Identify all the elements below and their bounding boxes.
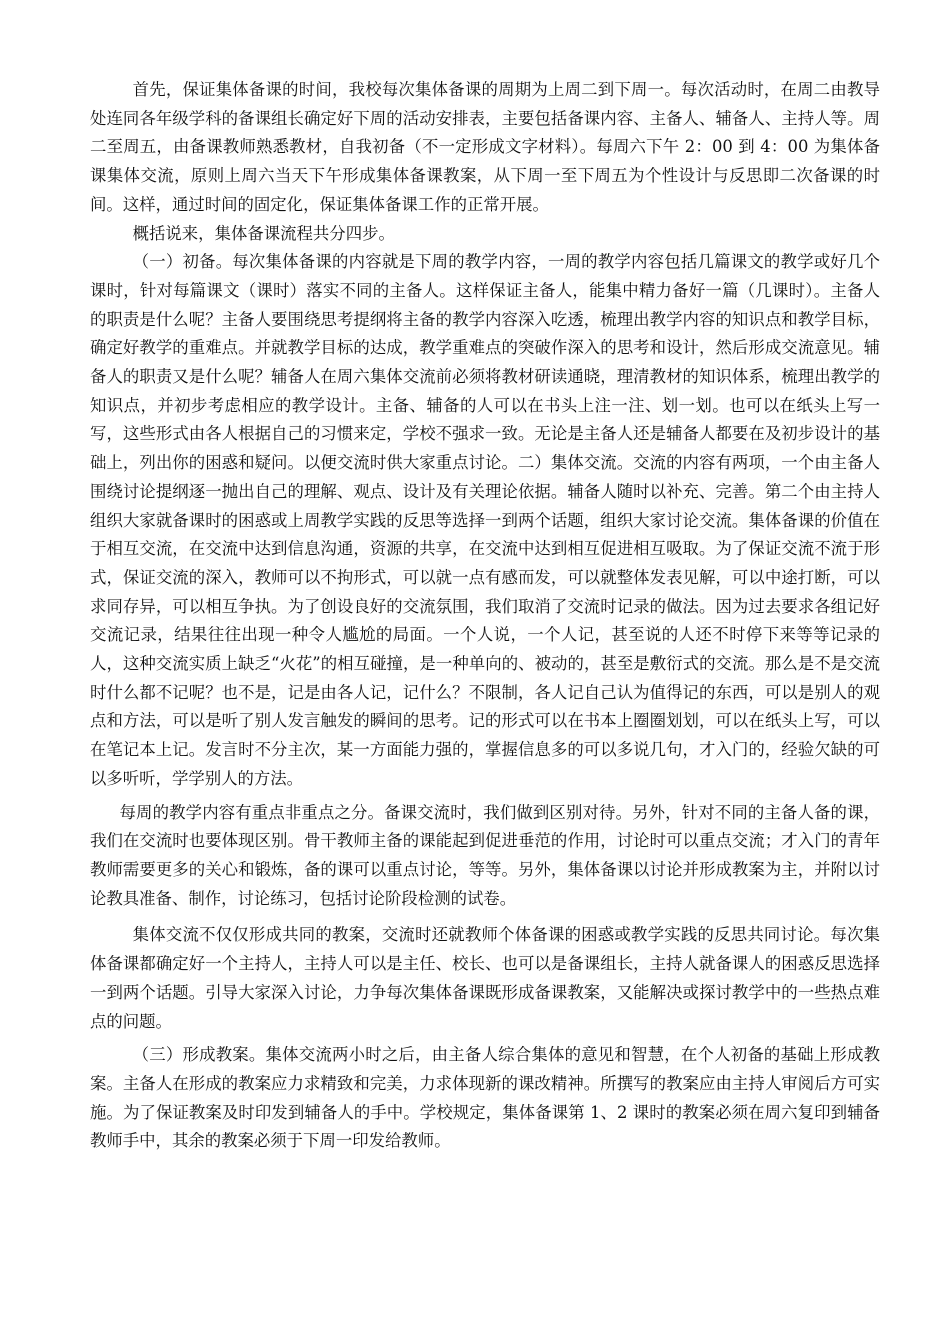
paragraph-process-summary: 概括说来，集体备课流程共分四步。 [132, 223, 395, 243]
document-page [90, 76, 880, 1156]
paragraph-collective-exchange: 集体交流不仅仅形成共同的教案，交流时还就教师个体备课的困惑或教学实践的反思共同讨论。每次集体备课都确定好一个主持人，主持人可以是主任、校长、也可以是备课组长，主持人就备课人的困惑反思选择一到两个话题。引导大家深入讨论，力争每次集体备课既形成备课教案，又能解决或探讨教学中的一些热点难点的问题。 [90, 925, 880, 1031]
paragraph-key-content: 每周的教学内容有重点非重点之分。备课交流时，我们做到区别对待。另外，针对不同的主备人备的课，我们在交流时也要体现区别。骨干教师主备的课能起到促进垂范的作用，讨论时可以重点交流；才入门的青年教师需要更多的关心和锻炼，备的课可以重点讨论，等等。另外，集体备课以讨论并形成教案为主，并附以讨论教具准备、制作，讨论练习，包括讨论阶段检测的试卷。 [90, 802, 880, 908]
paragraph-initial-prep-and-exchange: （一）初备。每次集体备课的内容就是下周的教学内容，一周的教学内容包括几篇课文的教学或好几个课时，针对每篇课文（课时）落实不同的主备人。这样保证主备人，能集中精力备好一篇（几课时）。主备人的职责是什么呢？主备人要围绕思考提纲将主备的教学内容深入吃透，梳理出教学内容的知识点和教学目标，确定好教学的重难点。并就教学目标的达成，教学重难点的突破作深入的思考和设计，然后形成交流意见。辅备人的职责又是什么呢？辅备人在周六集体交流前必须将教材研读通晓，理清教材的知识体系，梳理出教学的知识点，并初步考虑相应的教学设计。主备、辅备的人可以在书头上注一注、划一划。也可以在纸头上写一写，这些形式由各人根据自己的习惯来定，学校不强求一致。无论是主备人还是辅备人都要在及初步设计的基础上，列出你的困惑和疑问。以便交流时供大家重点讨论。二）集体交流。交流的内容有两项，一个由主备人围绕讨论提纲逐一抛出自己的理解、观点、设计及有关理论依据。辅备人随时以补充、完善。第二个由主持人组织大家就备课时的困惑或上周教学实践的反思等选择一到两个话题，组织大家讨论交流。集体备课的价值在于相互交流，在交流中达到信息沟通，资源的共享，在交流中达到相互促进相互吸取。为了保证交流不流于形式，保证交流的深入，教师可以不拘形式，可以就一点有感而发，可以就整体发表见解，可以中途打断，可以求同存异，可以相互争执。为了创设良好的交流氛围，我们取消了交流时记录的做法。因为过去要求各组记好交流记录，结果往往出现一种令人尴尬的局面。一个人说，一个人记，甚至说的人还不时停下来等等记录的人，这种交流实质上缺乏“火花”的相互碰撞，是一种单向的、被动的，甚至是敷衍式的交流。那么是不是交流时什么都不记呢？也不是，记是由各人记，记什么？不限制，各人记自己认为值得记的东西，可以是别人的观点和方法，可以是听了别人发言触发的瞬间的思考。记的形式可以在书本上圈圈划划，可以在纸头上写，可以在笔记本上记。发言时不分主次，某一方面能力强的，掌握信息多的可以多说几句，才入门的，经验欠缺的可以多听听，学学别人的方法。 [90, 252, 880, 788]
paragraph-time-guarantee: 首先，保证集体备课的时间，我校每次集体备课的周期为上周二到下周一。每次活动时，在周二由教导处连同各年级学科的备课组长确定好下周的活动安排表，主要包括备课内容、主备人、辅备人、主持人等。周二至周五，由备课教师熟悉教材，自我初备（不一定形成文字材料）。每周六下午 2：00 到 4：00 为集体备课集体交流，原则上周六当天下午形成集体备课教案，从下周一至下周五为个性设计与反思即二次备课的时间。这样，通过时间的固定化，保证集体备课工作的正常开展。 [90, 80, 880, 214]
paragraph-lesson-plan: （三）形成教案。集体交流两小时之后，由主备人综合集体的意见和智慧，在个人初备的基础上形成教案。主备人在形成的教案应力求精致和完美，力求体现新的课改精神。所撰写的教案应由主持人审阅后方可实施。为了保证教案及时印发到辅备人的手中。学校规定，集体备课第 1、2 课时的教案必须在周六复印到辅备教师手中，其余的教案必须于下周一印发给教师。 [90, 1045, 880, 1151]
